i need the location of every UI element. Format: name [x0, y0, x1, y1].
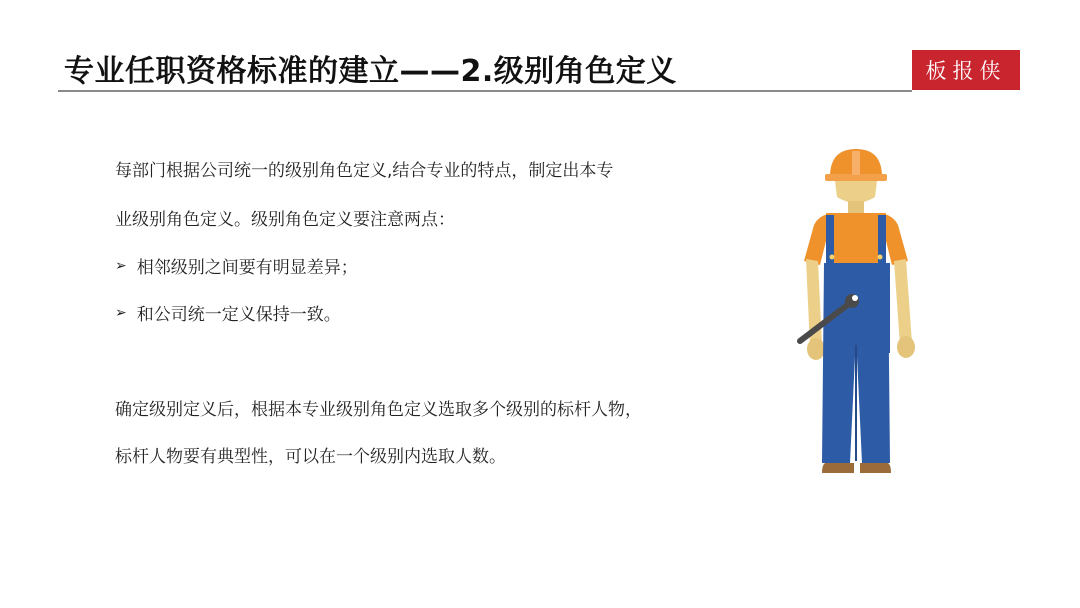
arrow-bullet-icon: ➢: [115, 304, 127, 321]
bullet-text: 和公司统一定义保持一致。: [136, 305, 341, 325]
brand-badge: 板报侠: [912, 50, 1020, 90]
page-title: 专业任职资格标准的建立——2.级别角色定义: [64, 54, 677, 89]
bullet-item: [115, 253, 358, 278]
outro-line-2: 标杆人物要有典型性，可以在一个级别内选取人数。: [115, 447, 506, 467]
bullet-text: 相邻级别之间要有明显差异；: [136, 258, 358, 278]
arrow-bullet-icon: ➢: [115, 257, 127, 274]
bullet-item: [115, 300, 341, 325]
intro-line-2: 业级别角色定义。级别角色定义要注意两点：: [115, 210, 455, 230]
intro-line-1: 每部门根据公司统一的级别角色定义,结合专业的特点，制定出本专: [115, 161, 614, 181]
title-divider: [58, 90, 912, 92]
outro-line-1: 确定级别定义后，根据本专业级别角色定义选取多个级别的标杆人物，: [115, 400, 642, 420]
construction-worker-icon: [792, 145, 920, 477]
